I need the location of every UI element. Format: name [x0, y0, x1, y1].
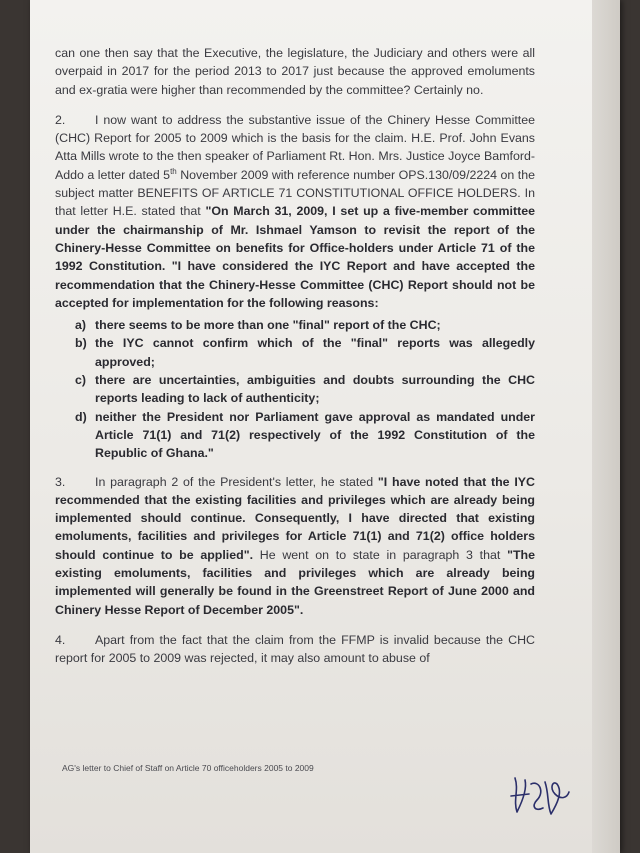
paragraph-2-text-a: I now want to address the substantive issue of the Chinery Hesse Committee (CHC) Report for 2005 to 2009 which is the basis for the claim. H.E. Prof. John Evans Atta Mills wrote to the then speaker of Parliament Rt. Hon. Mrs. Justice Joyce Bamford-Addo a letter dated 5 — [55, 112, 535, 182]
list-item — [75, 371, 535, 408]
list-item-label: c) — [75, 373, 87, 388]
paragraph-4-text: Apart from the fact that the claim from the FFMP is invalid because the CHC report for 2005 to 2009 was rejected, it may also amount to abuse of — [55, 632, 535, 666]
list-item-text: neither the President nor Parliament gave approval as mandated under Article 71(1) and 71(2) respectively of the 1992 Constitution of the Republic of Ghana." — [95, 409, 535, 461]
list-item-label: b) — [75, 336, 87, 351]
paragraph-2 — [55, 111, 535, 312]
paragraph-2-number: 2. — [55, 112, 66, 127]
list-item-text: the IYC cannot confirm which of the "final" reports was allegedly approved; — [95, 336, 535, 369]
list-item — [75, 408, 535, 463]
paragraph-3-quote-b: "The existing emoluments, facilities and privileges which are already being implemented will generally be found in the Greenstreet Report of June 2000 and Chinery Hesse Report of December 2005". — [55, 547, 535, 617]
date-superscript: th — [170, 166, 177, 176]
intro-paragraph: can one then say that the Executive, the legislature, the Judiciary and others were all overpaid in 2017 for the period 2013 to 2017 just because the approved emoluments and ex-gratia were higher than recommended by the committee? Certainly no. — [55, 46, 535, 97]
paragraph-3-text-b: He went on to state in paragraph 3 that — [253, 547, 508, 562]
paragraph-4 — [55, 631, 535, 668]
page-edge — [592, 0, 620, 853]
signature-icon — [505, 770, 575, 820]
list-item-label: d) — [75, 409, 87, 424]
reasons-list — [75, 316, 535, 462]
list-item-text: there seems to be more than one "final" report of the CHC; — [95, 318, 441, 333]
paragraph-2-quote: "On March 31, 2009, I set up a five-member committee under the chairmanship of Mr. Ishmael Yamson to revisit the report of the Chinery-Hesse Committee on benefits for Office-holders under Article 71 of the 1992 Constitution. "I have considered the IYC Report and have accepted the recommendation that the Chinery-Hesse Committee (CHC) Report should not be accepted for implementation for the following reasons: — [55, 204, 535, 310]
list-item — [75, 334, 535, 371]
list-item-text: there are uncertainties, ambiguities and doubts surrounding the CHC reports leading to lack of authenticity; — [95, 373, 535, 406]
paragraph-3-quote-a: "I have noted that the IYC recommended that the existing facilities and privileges which are already being implemented should continue. Consequently, I have directed that existing emoluments, facilities and privileges for Article 71(1) and 71(2) office holders should continue to be applied". — [55, 474, 535, 562]
paragraph-3-text-a: In paragraph 2 of the President's letter, he stated — [95, 474, 378, 489]
list-item — [75, 316, 535, 334]
list-item-label: a) — [75, 318, 87, 333]
document-body — [55, 44, 535, 680]
paragraph-3 — [55, 473, 535, 619]
paragraph-3-number: 3. — [55, 474, 66, 489]
page-footer: AG's letter to Chief of Staff on Article 70 officeholders 2005 to 2009 — [62, 763, 314, 773]
paragraph-2-text-b: November 2009 with reference number OPS.130/09/2224 on the subject matter BENEFITS OF ARTICLE 71 CONSTITUTIONAL OFFICE HOLDERS. In that letter H.E. stated that — [55, 167, 535, 219]
paragraph-4-number: 4. — [55, 632, 66, 647]
